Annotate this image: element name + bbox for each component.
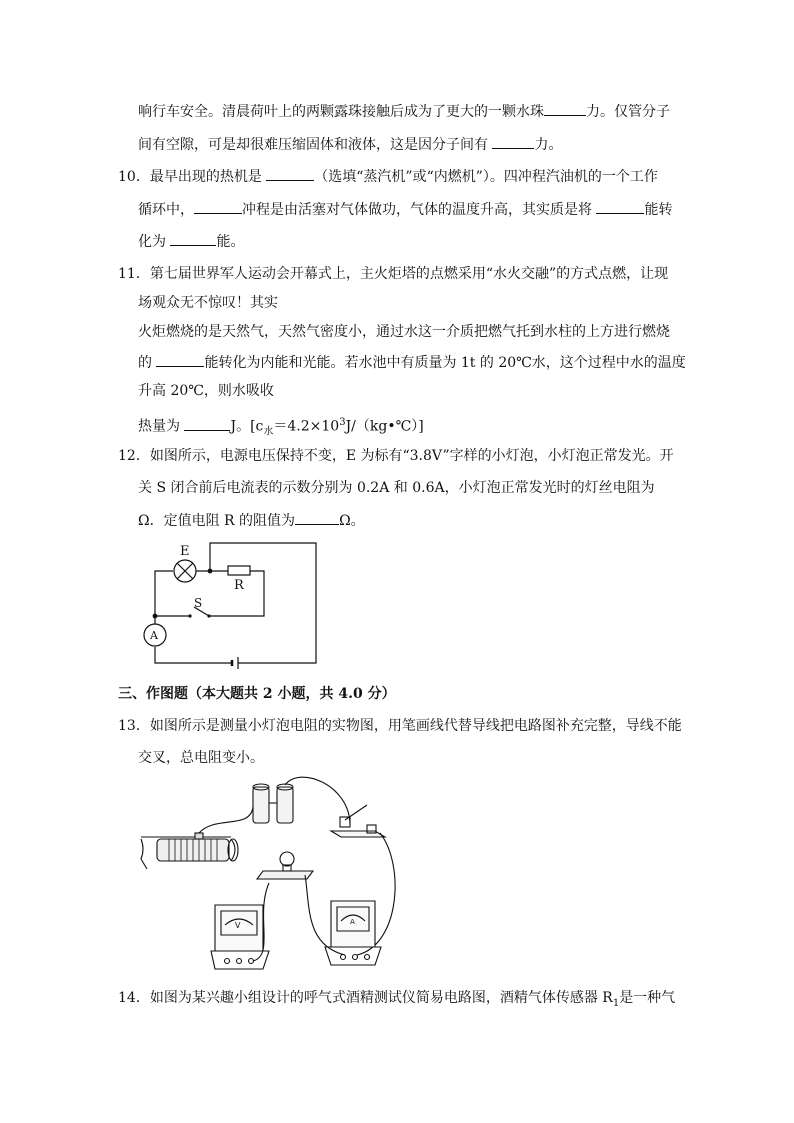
q13-line-1: 13．如图所示是测量小灯泡电阻的实物图，用笔画线代替导线把电路图补充完整，导线不能 [118,718,682,734]
q13-line-2: 交叉，总电阻变小。 [138,750,264,766]
q10-line-1: 10．最早出现的热机是 （选填“蒸汽机”或“内燃机”）。四冲程汽油机的一个工作 [118,166,658,187]
label-E: E [180,544,190,559]
q12-line-1: 12．如图所示，电源电压保持不变，E 为标有“3.8V”字样的小灯泡，小灯泡正常发光。开 [118,448,674,464]
ammeter-label: A [350,918,355,926]
q11-line-1: 11．第七届世界军人运动会开幕式上，主火炬塔的点燃采用“水火交融”的方式点燃，让现 [118,266,669,282]
q10-line-3: 化为 能。 [138,231,244,252]
q11-line-4: 的 能转化为内能和光能。若水池中有质量为 1t 的 20℃水，这个过程中水的温度 [138,352,686,373]
q9-line-2: 间有空隙，可是却很难压缩固体和液体，这是因分子间有 力。 [138,134,562,155]
q12-line-3: Ω．定值电阻 R 的阻值为 Ω。 [138,510,365,531]
answer-blank [266,166,314,181]
answer-blank [492,134,534,149]
label-R: R [234,578,244,593]
q11-line-6: 热量为 J。$[c_水=4.2\times 10^3J/(kg•℃)]$ [138,417,424,438]
label-A: A [150,629,158,642]
q14-line-1: 14．如图为某兴趣小组设计的呼气式酒精测试仪简易电路图，酒精气体传感器 $R_1$是一种气 [118,990,676,1009]
q11-line-3: 火炬燃烧的是天然气，天然气密度小，通过水这一介质把燃气托到水柱的上方进行燃烧 [138,324,670,340]
answer-blank [295,510,339,525]
answer-blank [544,101,586,116]
answer-blank [596,199,644,214]
section-title: 三、作图题（本大题共 2 小题，共 4.0 分） [118,686,396,702]
label-S: S [194,596,203,610]
answer-blank [194,199,242,214]
q12-circuit-diagram [130,535,330,670]
answer-blank [156,352,204,367]
q13-apparatus-illustration [135,775,415,980]
q10-line-2: 循环中， 冲程是由活塞对气体做功，气体的温度升高，其实质是将 能转 [138,199,672,220]
answer-blank [184,416,230,431]
q11-line-2: 场观众无不惊叹！其实 [138,295,278,311]
q12-line-2: 关 S 闭合前后电流表的示数分别为 0.2A 和 0.6A，小灯泡正常发光时的灯丝电阻为 [138,480,655,496]
q9-line-1: 响行车安全。清晨荷叶上的两颗露珠接触后成为了更大的一颗水珠 力。仅管分子 [138,101,670,122]
answer-blank [170,231,216,246]
voltmeter-label: V [235,921,241,930]
q11-line-5: 升高 20℃，则水吸收 [138,383,274,399]
